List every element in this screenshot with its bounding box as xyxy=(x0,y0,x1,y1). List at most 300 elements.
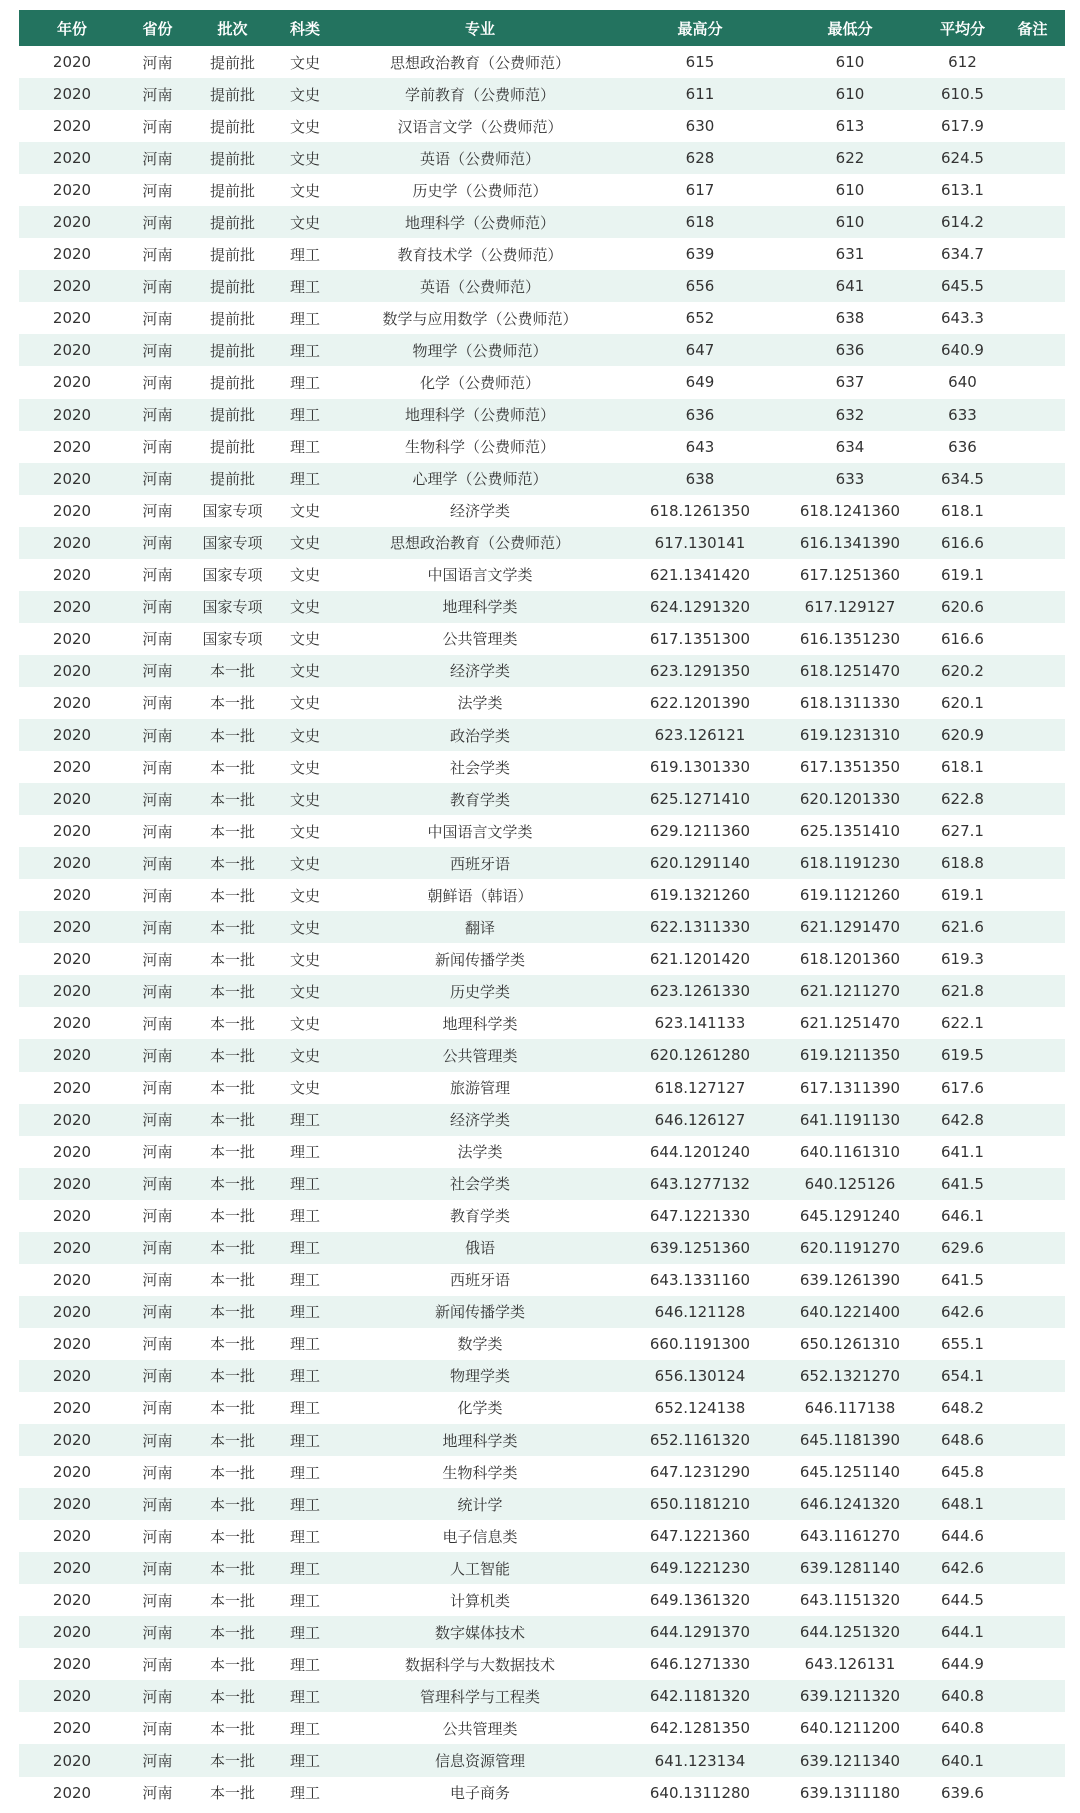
header-subject-type: 科类 xyxy=(275,10,335,46)
header-year: 年份 xyxy=(19,10,125,46)
cell-avg-score: 645.8 xyxy=(925,1456,1000,1488)
cell-major: 政治学类 xyxy=(335,719,625,751)
cell-max-score: 617 xyxy=(625,174,775,206)
cell-subject-type: 理工 xyxy=(275,463,335,495)
cell-subject-type: 理工 xyxy=(275,1392,335,1424)
table-header xyxy=(19,10,1065,46)
table-row xyxy=(19,1680,1065,1712)
cell-subject-type: 文史 xyxy=(275,78,335,110)
cell-subject-type: 理工 xyxy=(275,1520,335,1552)
cell-subject-type: 理工 xyxy=(275,238,335,270)
cell-year: 2020 xyxy=(19,46,125,78)
cell-avg-score: 640.1 xyxy=(925,1744,1000,1776)
cell-subject-type: 理工 xyxy=(275,1168,335,1200)
cell-avg-score: 629.6 xyxy=(925,1232,1000,1264)
cell-province: 河南 xyxy=(125,1360,190,1392)
cell-avg-score: 648.6 xyxy=(925,1424,1000,1456)
cell-major: 历史学（公费师范） xyxy=(335,174,625,206)
cell-min-score: 617.129127 xyxy=(775,591,925,623)
cell-max-score: 640.1311280 xyxy=(625,1777,775,1809)
cell-major: 经济学类 xyxy=(335,1104,625,1136)
cell-avg-score: 640.8 xyxy=(925,1680,1000,1712)
cell-year: 2020 xyxy=(19,1296,125,1328)
cell-province: 河南 xyxy=(125,911,190,943)
cell-major: 汉语言文学（公费师范） xyxy=(335,110,625,142)
cell-year: 2020 xyxy=(19,1520,125,1552)
cell-batch: 提前批 xyxy=(190,78,275,110)
table-row xyxy=(19,431,1065,463)
cell-avg-score: 648.2 xyxy=(925,1392,1000,1424)
table-row xyxy=(19,1520,1065,1552)
cell-batch: 提前批 xyxy=(190,463,275,495)
cell-batch: 本一批 xyxy=(190,1616,275,1648)
cell-min-score: 638 xyxy=(775,302,925,334)
cell-avg-score: 644.5 xyxy=(925,1584,1000,1616)
cell-avg-score: 621.8 xyxy=(925,975,1000,1007)
cell-year: 2020 xyxy=(19,527,125,559)
cell-avg-score: 644.1 xyxy=(925,1616,1000,1648)
cell-avg-score: 644.6 xyxy=(925,1520,1000,1552)
cell-batch: 本一批 xyxy=(190,655,275,687)
cell-min-score: 622 xyxy=(775,142,925,174)
cell-year: 2020 xyxy=(19,463,125,495)
cell-subject-type: 文史 xyxy=(275,815,335,847)
cell-year: 2020 xyxy=(19,911,125,943)
cell-max-score: 642.1181320 xyxy=(625,1680,775,1712)
cell-year: 2020 xyxy=(19,270,125,302)
table-row xyxy=(19,1200,1065,1232)
cell-subject-type: 理工 xyxy=(275,1136,335,1168)
cell-year: 2020 xyxy=(19,847,125,879)
cell-min-score: 625.1351410 xyxy=(775,815,925,847)
cell-min-score: 610 xyxy=(775,174,925,206)
cell-min-score: 620.1191270 xyxy=(775,1232,925,1264)
cell-batch: 本一批 xyxy=(190,1744,275,1776)
cell-major: 思想政治教育（公费师范） xyxy=(335,46,625,78)
cell-subject-type: 文史 xyxy=(275,1039,335,1071)
cell-year: 2020 xyxy=(19,879,125,911)
cell-subject-type: 文史 xyxy=(275,591,335,623)
cell-note xyxy=(1000,591,1065,623)
cell-max-score: 639.1251360 xyxy=(625,1232,775,1264)
cell-year: 2020 xyxy=(19,1168,125,1200)
header-min-score: 最低分 xyxy=(775,10,925,46)
cell-max-score: 622.1201390 xyxy=(625,687,775,719)
cell-min-score: 640.1161310 xyxy=(775,1136,925,1168)
cell-note xyxy=(1000,527,1065,559)
cell-year: 2020 xyxy=(19,1488,125,1520)
cell-note xyxy=(1000,1712,1065,1744)
cell-subject-type: 文史 xyxy=(275,46,335,78)
header-row xyxy=(19,10,1065,46)
cell-batch: 本一批 xyxy=(190,1264,275,1296)
cell-subject-type: 理工 xyxy=(275,1104,335,1136)
cell-subject-type: 文史 xyxy=(275,142,335,174)
cell-major: 生物科学（公费师范） xyxy=(335,431,625,463)
table-row xyxy=(19,206,1065,238)
table-row xyxy=(19,78,1065,110)
cell-province: 河南 xyxy=(125,1424,190,1456)
cell-max-score: 647.1221360 xyxy=(625,1520,775,1552)
table-row xyxy=(19,655,1065,687)
cell-province: 河南 xyxy=(125,238,190,270)
cell-major: 教育学类 xyxy=(335,1200,625,1232)
cell-min-score: 650.1261310 xyxy=(775,1328,925,1360)
cell-note xyxy=(1000,879,1065,911)
cell-min-score: 616.1351230 xyxy=(775,623,925,655)
cell-note xyxy=(1000,1648,1065,1680)
cell-avg-score: 621.6 xyxy=(925,911,1000,943)
cell-subject-type: 理工 xyxy=(275,1232,335,1264)
cell-province: 河南 xyxy=(125,719,190,751)
cell-year: 2020 xyxy=(19,1424,125,1456)
cell-max-score: 639 xyxy=(625,238,775,270)
cell-min-score: 637 xyxy=(775,366,925,398)
cell-major: 地理科学（公费师范） xyxy=(335,399,625,431)
cell-note xyxy=(1000,943,1065,975)
cell-min-score: 619.1231310 xyxy=(775,719,925,751)
cell-note xyxy=(1000,302,1065,334)
cell-note xyxy=(1000,1360,1065,1392)
cell-avg-score: 619.1 xyxy=(925,879,1000,911)
cell-major: 法学类 xyxy=(335,1136,625,1168)
cell-subject-type: 理工 xyxy=(275,1456,335,1488)
cell-max-score: 618.127127 xyxy=(625,1072,775,1104)
cell-batch: 提前批 xyxy=(190,270,275,302)
cell-batch: 本一批 xyxy=(190,1712,275,1744)
cell-year: 2020 xyxy=(19,1232,125,1264)
cell-note xyxy=(1000,1744,1065,1776)
cell-max-score: 621.1201420 xyxy=(625,943,775,975)
table-row xyxy=(19,1392,1065,1424)
cell-major: 英语（公费师范） xyxy=(335,270,625,302)
cell-batch: 本一批 xyxy=(190,847,275,879)
cell-avg-score: 622.8 xyxy=(925,783,1000,815)
cell-year: 2020 xyxy=(19,174,125,206)
cell-max-score: 649.1221230 xyxy=(625,1552,775,1584)
cell-year: 2020 xyxy=(19,1104,125,1136)
table-row xyxy=(19,1744,1065,1776)
cell-note xyxy=(1000,623,1065,655)
cell-note xyxy=(1000,1456,1065,1488)
cell-min-score: 610 xyxy=(775,206,925,238)
cell-note xyxy=(1000,1328,1065,1360)
cell-min-score: 621.1291470 xyxy=(775,911,925,943)
cell-avg-score: 634.7 xyxy=(925,238,1000,270)
cell-min-score: 645.1291240 xyxy=(775,1200,925,1232)
table-row xyxy=(19,270,1065,302)
cell-avg-score: 620.2 xyxy=(925,655,1000,687)
cell-major: 生物科学类 xyxy=(335,1456,625,1488)
cell-major: 历史学类 xyxy=(335,975,625,1007)
cell-note xyxy=(1000,1039,1065,1071)
cell-major: 统计学 xyxy=(335,1488,625,1520)
cell-note xyxy=(1000,1584,1065,1616)
cell-avg-score: 639.6 xyxy=(925,1777,1000,1809)
cell-province: 河南 xyxy=(125,495,190,527)
table-row xyxy=(19,719,1065,751)
cell-note xyxy=(1000,847,1065,879)
cell-note xyxy=(1000,1232,1065,1264)
cell-max-score: 643.1277132 xyxy=(625,1168,775,1200)
cell-batch: 本一批 xyxy=(190,1424,275,1456)
cell-max-score: 646.121128 xyxy=(625,1296,775,1328)
cell-note xyxy=(1000,1520,1065,1552)
cell-province: 河南 xyxy=(125,1584,190,1616)
cell-batch: 本一批 xyxy=(190,783,275,815)
cell-batch: 国家专项 xyxy=(190,495,275,527)
cell-batch: 提前批 xyxy=(190,366,275,398)
cell-province: 河南 xyxy=(125,1296,190,1328)
cell-note xyxy=(1000,1200,1065,1232)
cell-subject-type: 理工 xyxy=(275,1680,335,1712)
cell-major: 数据科学与大数据技术 xyxy=(335,1648,625,1680)
cell-year: 2020 xyxy=(19,1200,125,1232)
cell-min-score: 640.1211200 xyxy=(775,1712,925,1744)
cell-max-score: 620.1291140 xyxy=(625,847,775,879)
cell-year: 2020 xyxy=(19,943,125,975)
cell-batch: 本一批 xyxy=(190,1200,275,1232)
cell-batch: 本一批 xyxy=(190,1552,275,1584)
cell-max-score: 630 xyxy=(625,110,775,142)
cell-avg-score: 641.5 xyxy=(925,1264,1000,1296)
cell-min-score: 643.1161270 xyxy=(775,1520,925,1552)
cell-year: 2020 xyxy=(19,1007,125,1039)
cell-avg-score: 620.9 xyxy=(925,719,1000,751)
cell-subject-type: 文史 xyxy=(275,655,335,687)
table-row xyxy=(19,975,1065,1007)
cell-subject-type: 文史 xyxy=(275,110,335,142)
cell-note xyxy=(1000,1136,1065,1168)
cell-batch: 提前批 xyxy=(190,302,275,334)
cell-max-score: 623.1291350 xyxy=(625,655,775,687)
cell-note xyxy=(1000,655,1065,687)
cell-min-score: 639.1261390 xyxy=(775,1264,925,1296)
cell-province: 河南 xyxy=(125,174,190,206)
cell-max-score: 644.1291370 xyxy=(625,1616,775,1648)
table-row xyxy=(19,142,1065,174)
cell-province: 河南 xyxy=(125,431,190,463)
cell-year: 2020 xyxy=(19,1136,125,1168)
cell-avg-score: 618.8 xyxy=(925,847,1000,879)
cell-min-score: 618.1241360 xyxy=(775,495,925,527)
cell-province: 河南 xyxy=(125,1104,190,1136)
table-row xyxy=(19,591,1065,623)
cell-note xyxy=(1000,975,1065,1007)
table-row xyxy=(19,1712,1065,1744)
cell-major: 新闻传播学类 xyxy=(335,943,625,975)
cell-province: 河南 xyxy=(125,1777,190,1809)
cell-subject-type: 理工 xyxy=(275,431,335,463)
cell-major: 俄语 xyxy=(335,1232,625,1264)
cell-major: 翻译 xyxy=(335,911,625,943)
cell-max-score: 650.1181210 xyxy=(625,1488,775,1520)
cell-batch: 国家专项 xyxy=(190,591,275,623)
header-note: 备注 xyxy=(1000,10,1065,46)
cell-subject-type: 理工 xyxy=(275,1264,335,1296)
cell-major: 思想政治教育（公费师范） xyxy=(335,527,625,559)
cell-avg-score: 645.5 xyxy=(925,270,1000,302)
cell-subject-type: 理工 xyxy=(275,334,335,366)
cell-major: 朝鲜语（韩语） xyxy=(335,879,625,911)
cell-avg-score: 642.6 xyxy=(925,1552,1000,1584)
cell-max-score: 647.1221330 xyxy=(625,1200,775,1232)
cell-batch: 本一批 xyxy=(190,1072,275,1104)
table-row xyxy=(19,1552,1065,1584)
cell-note xyxy=(1000,751,1065,783)
cell-batch: 提前批 xyxy=(190,334,275,366)
cell-year: 2020 xyxy=(19,815,125,847)
cell-major: 物理学（公费师范） xyxy=(335,334,625,366)
cell-batch: 提前批 xyxy=(190,46,275,78)
cell-note xyxy=(1000,1552,1065,1584)
table-row xyxy=(19,1296,1065,1328)
cell-note xyxy=(1000,1616,1065,1648)
cell-batch: 本一批 xyxy=(190,1104,275,1136)
cell-year: 2020 xyxy=(19,206,125,238)
cell-year: 2020 xyxy=(19,751,125,783)
cell-province: 河南 xyxy=(125,463,190,495)
cell-max-score: 623.141133 xyxy=(625,1007,775,1039)
table-row xyxy=(19,366,1065,398)
cell-major: 数学类 xyxy=(335,1328,625,1360)
table-row xyxy=(19,302,1065,334)
cell-batch: 提前批 xyxy=(190,174,275,206)
cell-province: 河南 xyxy=(125,1456,190,1488)
cell-province: 河南 xyxy=(125,142,190,174)
cell-subject-type: 文史 xyxy=(275,975,335,1007)
cell-batch: 本一批 xyxy=(190,1007,275,1039)
cell-min-score: 631 xyxy=(775,238,925,270)
cell-avg-score: 640 xyxy=(925,366,1000,398)
cell-major: 经济学类 xyxy=(335,655,625,687)
cell-min-score: 617.1251360 xyxy=(775,559,925,591)
table-row xyxy=(19,1104,1065,1136)
cell-note xyxy=(1000,46,1065,78)
cell-year: 2020 xyxy=(19,1328,125,1360)
cell-subject-type: 理工 xyxy=(275,1648,335,1680)
cell-max-score: 620.1261280 xyxy=(625,1039,775,1071)
cell-batch: 国家专项 xyxy=(190,527,275,559)
cell-note xyxy=(1000,1424,1065,1456)
cell-year: 2020 xyxy=(19,495,125,527)
cell-subject-type: 理工 xyxy=(275,1777,335,1809)
table-row xyxy=(19,1488,1065,1520)
cell-max-score: 652 xyxy=(625,302,775,334)
cell-province: 河南 xyxy=(125,1712,190,1744)
table-row xyxy=(19,1616,1065,1648)
cell-avg-score: 641.5 xyxy=(925,1168,1000,1200)
cell-major: 社会学类 xyxy=(335,1168,625,1200)
cell-note xyxy=(1000,334,1065,366)
cell-avg-score: 655.1 xyxy=(925,1328,1000,1360)
cell-subject-type: 理工 xyxy=(275,270,335,302)
cell-batch: 本一批 xyxy=(190,1360,275,1392)
cell-major: 心理学（公费师范） xyxy=(335,463,625,495)
cell-subject-type: 文史 xyxy=(275,495,335,527)
cell-max-score: 618.1261350 xyxy=(625,495,775,527)
cell-batch: 国家专项 xyxy=(190,623,275,655)
cell-batch: 提前批 xyxy=(190,431,275,463)
cell-max-score: 617.1351300 xyxy=(625,623,775,655)
table-row xyxy=(19,174,1065,206)
cell-year: 2020 xyxy=(19,238,125,270)
cell-year: 2020 xyxy=(19,1072,125,1104)
cell-major: 中国语言文学类 xyxy=(335,815,625,847)
cell-batch: 本一批 xyxy=(190,1232,275,1264)
table-row xyxy=(19,1456,1065,1488)
cell-year: 2020 xyxy=(19,1456,125,1488)
cell-min-score: 644.1251320 xyxy=(775,1616,925,1648)
cell-note xyxy=(1000,431,1065,463)
cell-note xyxy=(1000,238,1065,270)
cell-avg-score: 617.6 xyxy=(925,1072,1000,1104)
cell-note xyxy=(1000,110,1065,142)
cell-batch: 本一批 xyxy=(190,1488,275,1520)
cell-avg-score: 620.1 xyxy=(925,687,1000,719)
cell-year: 2020 xyxy=(19,78,125,110)
cell-province: 河南 xyxy=(125,366,190,398)
cell-min-score: 639.1211320 xyxy=(775,1680,925,1712)
cell-province: 河南 xyxy=(125,623,190,655)
cell-major: 学前教育（公费师范） xyxy=(335,78,625,110)
cell-province: 河南 xyxy=(125,78,190,110)
cell-year: 2020 xyxy=(19,591,125,623)
cell-year: 2020 xyxy=(19,719,125,751)
cell-max-score: 629.1211360 xyxy=(625,815,775,847)
table-row xyxy=(19,1136,1065,1168)
cell-max-score: 619.1301330 xyxy=(625,751,775,783)
cell-note xyxy=(1000,1777,1065,1809)
cell-note xyxy=(1000,366,1065,398)
cell-note xyxy=(1000,142,1065,174)
table-row xyxy=(19,783,1065,815)
cell-min-score: 610 xyxy=(775,46,925,78)
cell-max-score: 618 xyxy=(625,206,775,238)
cell-batch: 提前批 xyxy=(190,110,275,142)
cell-year: 2020 xyxy=(19,399,125,431)
cell-avg-score: 610.5 xyxy=(925,78,1000,110)
header-batch: 批次 xyxy=(190,10,275,46)
cell-subject-type: 理工 xyxy=(275,1328,335,1360)
table-row xyxy=(19,751,1065,783)
cell-province: 河南 xyxy=(125,1552,190,1584)
cell-subject-type: 理工 xyxy=(275,1200,335,1232)
cell-min-score: 619.1211350 xyxy=(775,1039,925,1071)
table-row xyxy=(19,1072,1065,1104)
cell-batch: 本一批 xyxy=(190,1039,275,1071)
cell-min-score: 610 xyxy=(775,78,925,110)
admission-scores-table xyxy=(19,10,1065,1809)
table-row xyxy=(19,943,1065,975)
cell-major: 信息资源管理 xyxy=(335,1744,625,1776)
cell-year: 2020 xyxy=(19,1584,125,1616)
cell-batch: 本一批 xyxy=(190,1648,275,1680)
cell-batch: 本一批 xyxy=(190,1584,275,1616)
cell-note xyxy=(1000,1168,1065,1200)
cell-batch: 本一批 xyxy=(190,1296,275,1328)
cell-major: 教育技术学（公费师范） xyxy=(335,238,625,270)
cell-min-score: 613 xyxy=(775,110,925,142)
cell-year: 2020 xyxy=(19,1039,125,1071)
cell-province: 河南 xyxy=(125,1392,190,1424)
cell-min-score: 639.1211340 xyxy=(775,1744,925,1776)
cell-max-score: 646.1271330 xyxy=(625,1648,775,1680)
cell-batch: 本一批 xyxy=(190,1168,275,1200)
cell-major: 地理科学类 xyxy=(335,1424,625,1456)
cell-subject-type: 理工 xyxy=(275,1712,335,1744)
cell-subject-type: 文史 xyxy=(275,1072,335,1104)
